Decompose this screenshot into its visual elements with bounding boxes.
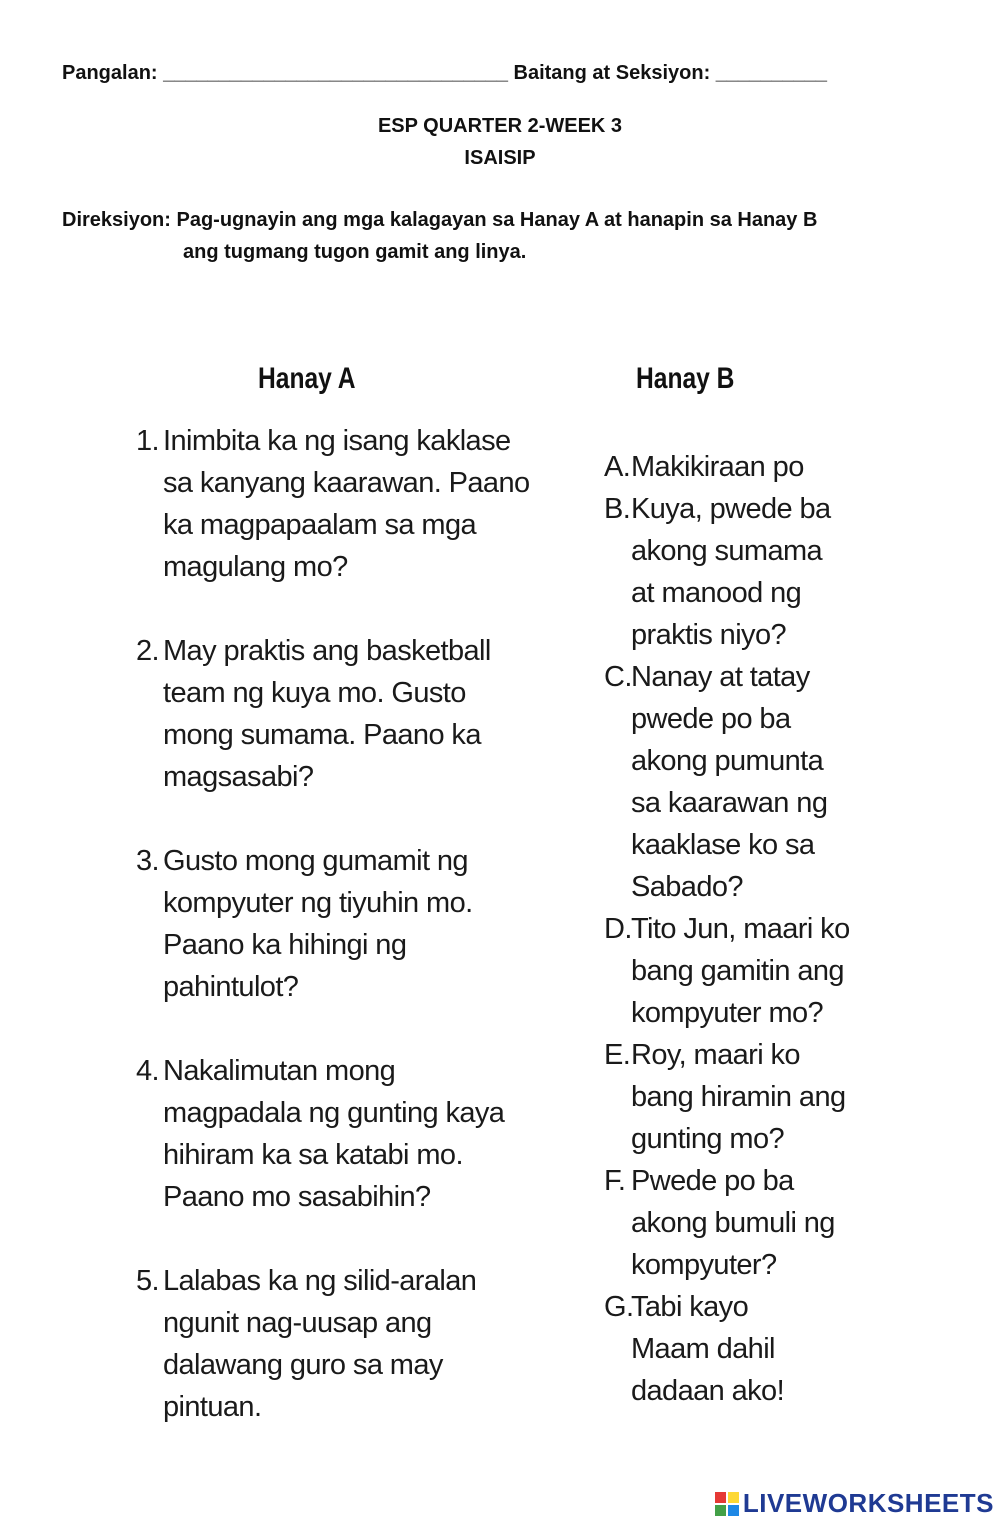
item-marker: 5. xyxy=(136,1265,159,1297)
item-marker: 1. xyxy=(136,425,159,457)
hanay-b-heading: Hanay B xyxy=(636,362,735,395)
list-item xyxy=(136,630,556,798)
item-text: Lalabas ka ng silid-aralan ngunit nag-uusap ang dalawang guro sa may pintuan. xyxy=(163,1265,477,1423)
item-text: Makikiraan po xyxy=(631,451,804,483)
list-item xyxy=(604,656,904,908)
list-item xyxy=(604,1160,904,1286)
list-item xyxy=(604,1286,904,1412)
item-marker: C. xyxy=(604,661,632,693)
item-marker: 2. xyxy=(136,635,159,667)
title-section: ISAISIP xyxy=(464,147,536,169)
item-marker: 4. xyxy=(136,1055,159,1087)
directions xyxy=(62,204,942,268)
item-text: Nakalimutan mong magpadala ng gunting kaya hihiram ka sa katabi mo. Paano mo sasabihin? xyxy=(163,1055,505,1213)
hanay-a-heading: Hanay A xyxy=(258,362,356,395)
list-item xyxy=(136,1050,556,1218)
title-quarter: ESP QUARTER 2-WEEK 3 xyxy=(377,115,623,137)
liveworksheets-logo xyxy=(715,1488,994,1519)
directions-label: Direksiyon: xyxy=(62,209,177,231)
item-marker: 3. xyxy=(136,845,159,877)
name-section-line: Pangalan: _______________________________ Baitang at Seksiyon: __________ xyxy=(62,62,828,84)
directions-line1: Pag-ugnayin ang mga kalagayan sa Hanay A at hanapin sa Hanay B xyxy=(176,209,818,231)
item-text: Kuya, pwede ba akong sumama at manood ng praktis niyo? xyxy=(631,493,831,651)
hanay-a-list xyxy=(136,420,556,1428)
item-text: Pwede po ba akong bumuli ng kompyuter? xyxy=(631,1165,835,1281)
item-text: Tito Jun, maari ko bang gamitin ang kompyuter mo? xyxy=(631,913,850,1029)
item-marker: D. xyxy=(604,913,632,945)
hanay-b-list xyxy=(604,446,904,1412)
worksheet-title xyxy=(0,110,1000,174)
item-marker: B. xyxy=(604,493,631,525)
logo-square-yellow xyxy=(728,1492,739,1503)
list-item xyxy=(136,840,556,1008)
item-marker: A. xyxy=(604,451,631,483)
list-item xyxy=(604,446,904,488)
logo-badge-icon xyxy=(715,1492,739,1516)
item-text: Tabi kayo Maam dahil dadaan ako! xyxy=(631,1291,785,1407)
list-item xyxy=(136,1260,556,1428)
list-item xyxy=(604,1034,904,1160)
item-text: May praktis ang basketball team ng kuya mo. Gusto mong sumama. Paano ka magsasabi? xyxy=(163,635,491,793)
logo-square-green xyxy=(715,1505,726,1516)
item-text: Inimbita ka ng isang kaklase sa kanyang kaarawan. Paano ka magpapaalam sa mga magulang mo? xyxy=(163,425,530,583)
logo-square-red xyxy=(715,1492,726,1503)
directions-line2: ang tugmang tugon gamit ang linya. xyxy=(183,241,527,263)
item-text: Nanay at tatay pwede po ba akong pumunta sa kaarawan ng kaaklase ko sa Sabado? xyxy=(631,661,828,903)
list-item xyxy=(136,420,556,588)
item-text: Gusto mong gumamit ng kompyuter ng tiyuhin mo. Paano ka hihingi ng pahintulot? xyxy=(163,845,473,1003)
logo-text: LIVEWORKSHEETS xyxy=(742,1488,994,1518)
item-marker: G. xyxy=(604,1291,634,1323)
item-text: Roy, maari ko bang hiramin ang gunting mo? xyxy=(631,1039,846,1155)
item-marker: E. xyxy=(604,1039,631,1071)
list-item xyxy=(604,488,904,656)
item-marker: F. xyxy=(604,1165,626,1197)
logo-square-blue xyxy=(728,1505,739,1516)
list-item xyxy=(604,908,904,1034)
